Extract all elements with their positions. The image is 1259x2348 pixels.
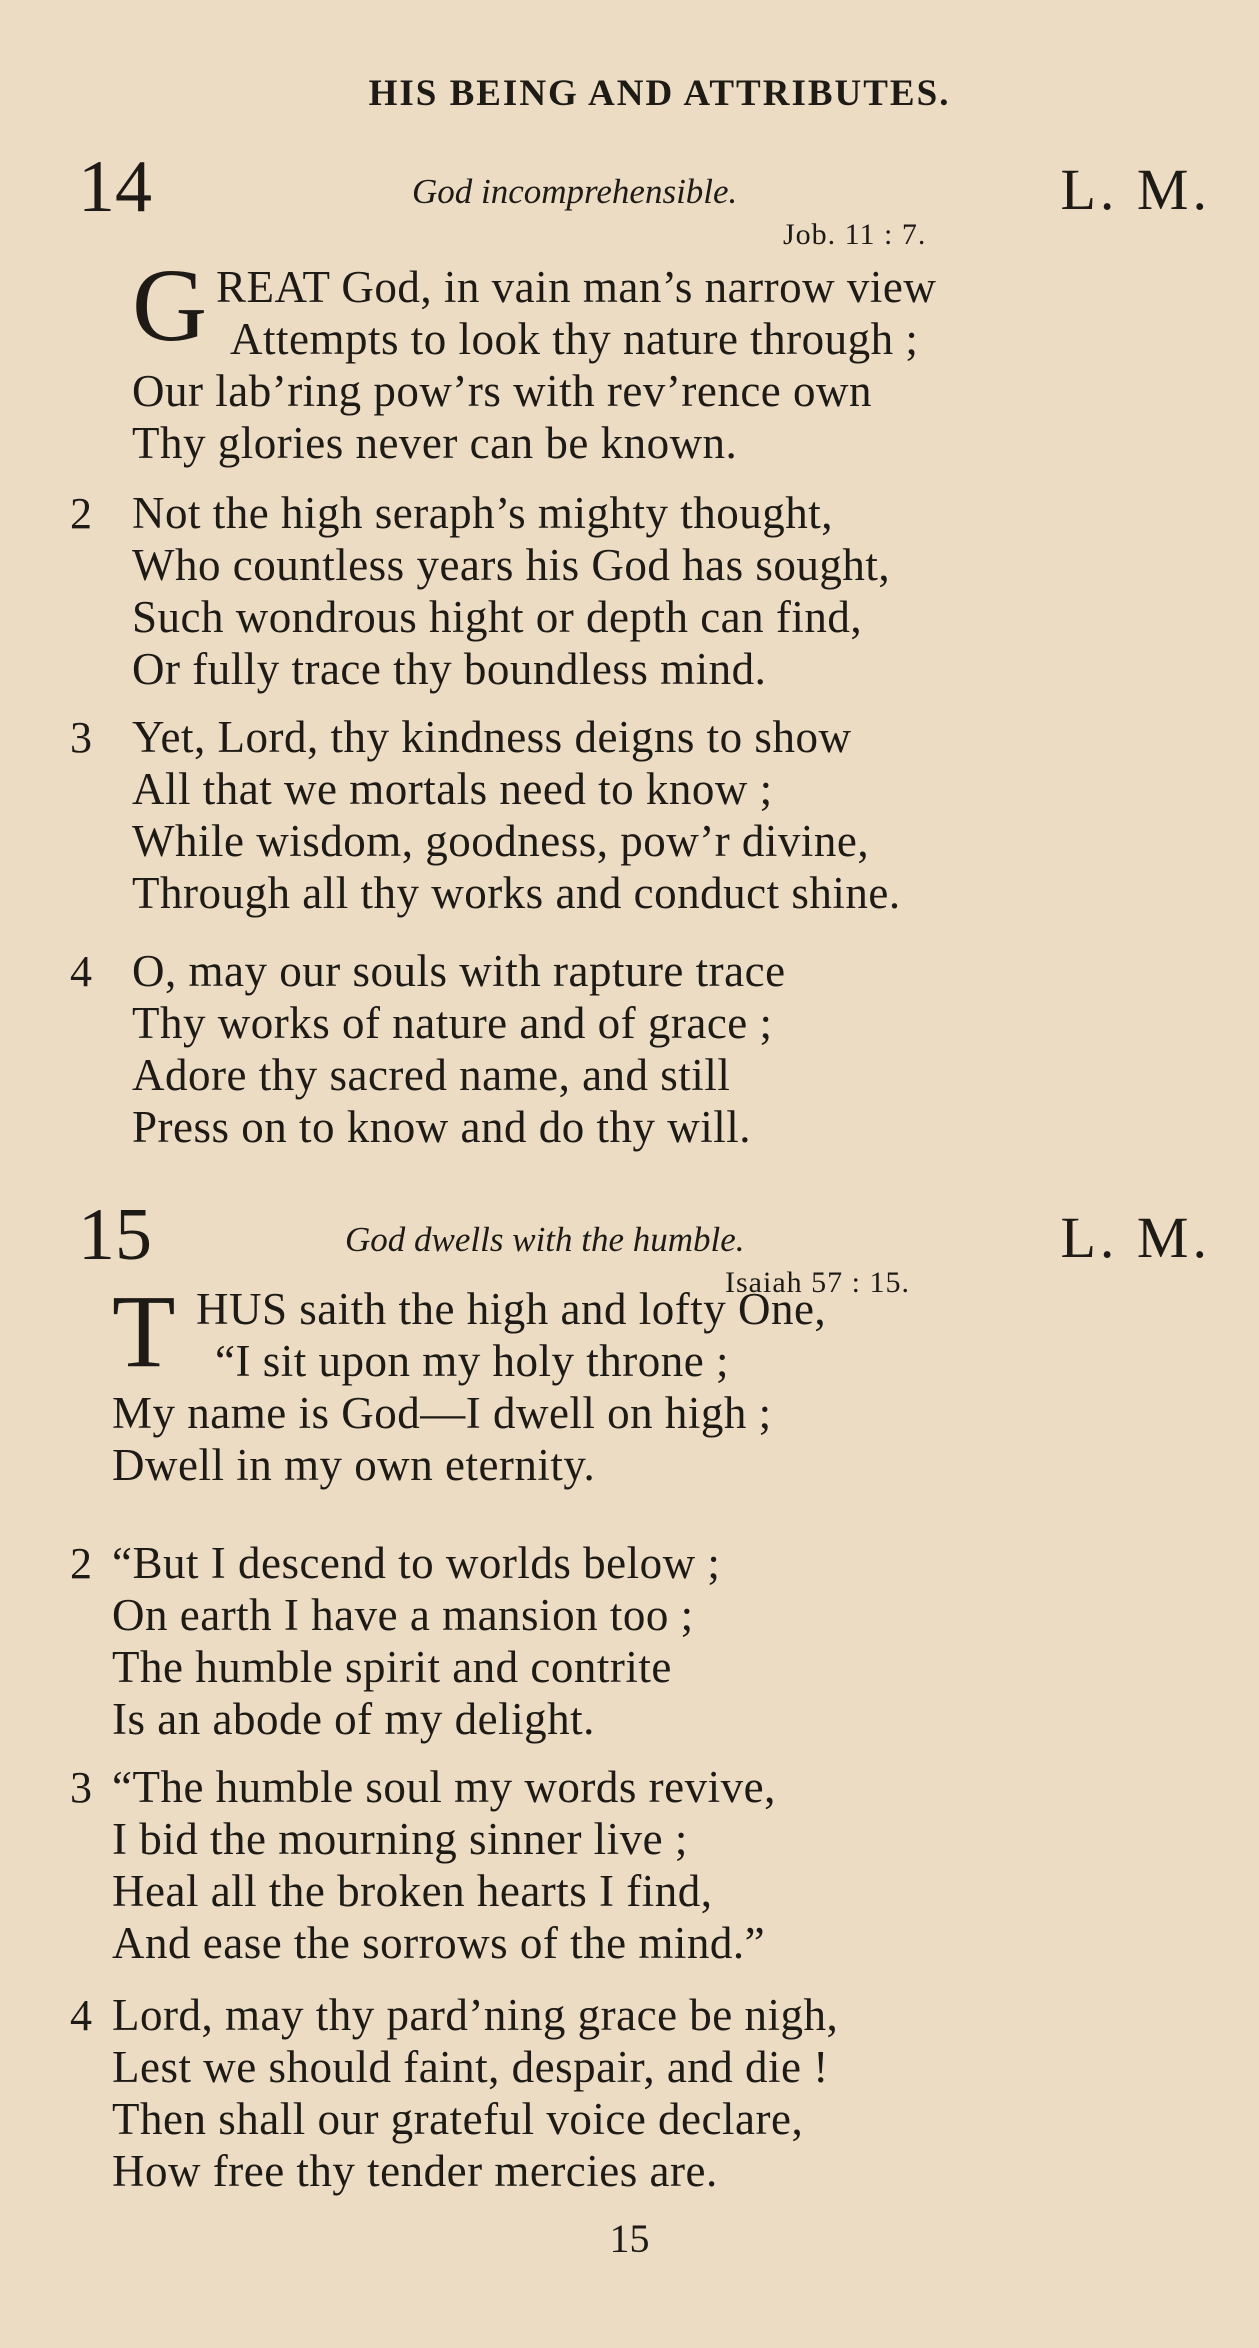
verse-line: Thy works of nature and of grace ; — [132, 998, 773, 1048]
verse-line: Our lab’ring pow’rs with rev’rence own — [132, 366, 873, 416]
verse-line: My name is God—I dwell on high ; — [112, 1388, 772, 1438]
verse-line: Yet, Lord, thy kindness deigns to show — [132, 712, 852, 762]
verse-line: Thy glories never can be known. — [132, 418, 738, 468]
hymn-15-header — [0, 1194, 1259, 1288]
verse-line: Lest we should faint, despair, and die ! — [112, 2042, 829, 2092]
stanza-number: 2 — [70, 1539, 92, 1588]
running-head: HIS BEING AND ATTRIBUTES. — [368, 73, 951, 114]
verse-line: Heal all the broken hearts I find, — [112, 1866, 713, 1916]
verse-line: Or fully trace thy boundless mind. — [132, 644, 767, 694]
hymn-subject: God dwells with the humble. — [345, 1220, 745, 1259]
hymn-meter: L. M. — [1060, 1205, 1211, 1270]
verse-line: REAT God, in vain man’s narrow view — [216, 262, 937, 312]
verse-line: Press on to know and do thy will. — [132, 1102, 751, 1152]
stanza-number: 3 — [70, 1763, 92, 1812]
verse-line: While wisdom, goodness, pow’r divine, — [132, 816, 870, 866]
verse-line: “The humble soul my words revive, — [112, 1762, 776, 1812]
verse-line: And ease the sorrows of the mind.” — [112, 1918, 766, 1968]
hymn-number: 15 — [78, 1194, 152, 1276]
verse-line: Through all thy works and conduct shine. — [132, 868, 901, 918]
verse-line: I bid the mourning sinner live ; — [112, 1814, 688, 1864]
stanza-number: 3 — [70, 713, 92, 762]
verse-line: Adore thy sacred name, and still — [132, 1050, 731, 1100]
hymn-subject: God incomprehensible. — [412, 172, 738, 211]
verse-line: “But I descend to worlds below ; — [112, 1538, 721, 1588]
stanza-number: 4 — [70, 947, 92, 996]
verse-line: Dwell in my own eternity. — [112, 1440, 596, 1490]
verse-line: The humble spirit and contrite — [112, 1642, 672, 1692]
verse-line: Attempts to look thy nature through ; — [230, 314, 919, 364]
hymn-number: 14 — [78, 146, 152, 228]
stanza-number: 4 — [70, 1991, 92, 2040]
hymn-meter: L. M. — [1060, 157, 1211, 222]
verse-line: Such wondrous hight or depth can find, — [132, 592, 863, 642]
hymn-14-header — [0, 146, 1259, 240]
verse-line: O, may our souls with rapture trace — [132, 946, 786, 996]
stanza-number: 2 — [70, 489, 92, 538]
drop-cap: T — [112, 1274, 176, 1389]
verse-line: On earth I have a mansion too ; — [112, 1590, 694, 1640]
page-number: 15 — [609, 2216, 650, 2261]
verse-line: “I sit upon my holy throne ; — [215, 1336, 729, 1386]
verse-line: Is an abode of my delight. — [112, 1694, 595, 1744]
drop-cap: G — [132, 248, 208, 363]
scripture-reference: Isaiah 57 : 15. — [725, 1266, 910, 1299]
verse-line: Not the high seraph’s mighty thought, — [132, 488, 833, 538]
verse-line: HUS saith the high and lofty One, — [196, 1284, 827, 1334]
verse-line: Who countless years his God has sought, — [132, 540, 891, 590]
verse-line: Then shall our grateful voice declare, — [112, 2094, 804, 2144]
verse-line: All that we mortals need to know ; — [132, 764, 773, 814]
verse-line: How free thy tender mercies are. — [112, 2146, 718, 2196]
scripture-reference: Job. 11 : 7. — [783, 218, 927, 251]
verse-line: Lord, may thy pard’ning grace be nigh, — [112, 1990, 839, 2040]
